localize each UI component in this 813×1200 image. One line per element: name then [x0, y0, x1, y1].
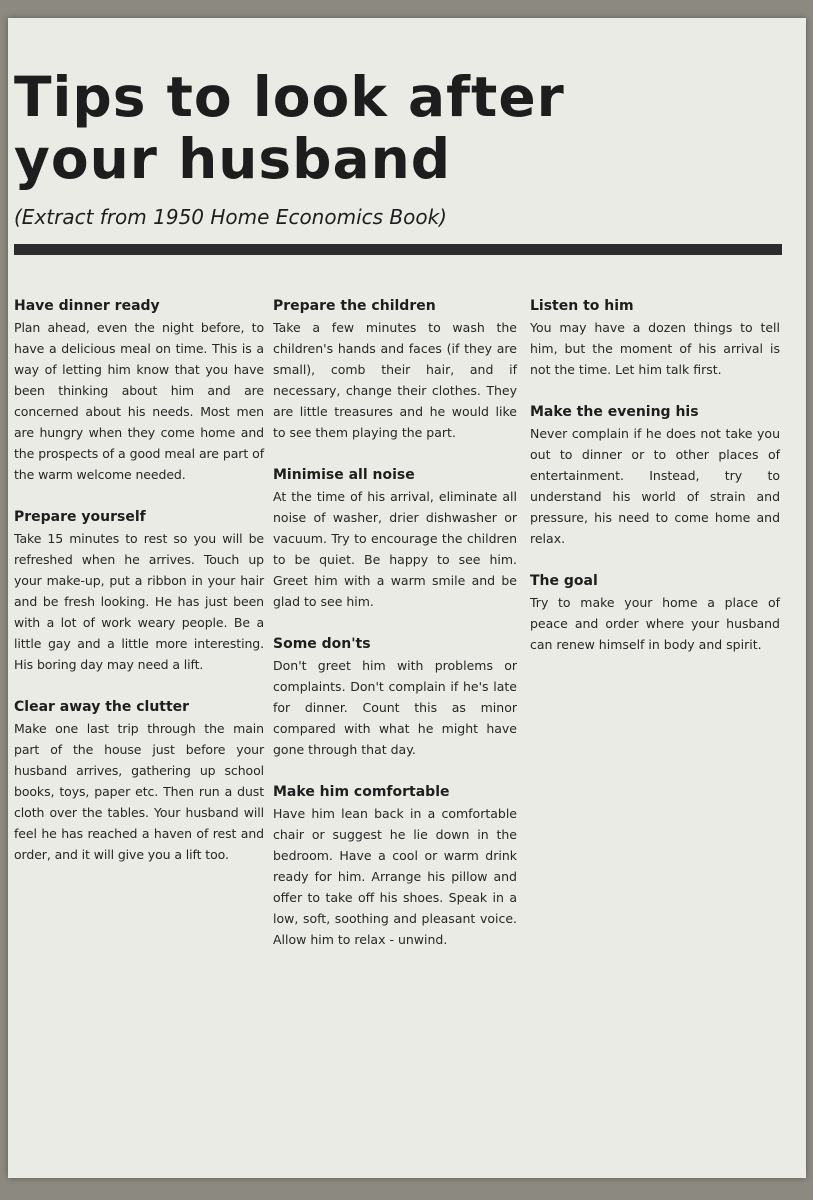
tip-heading: Minimise all noise — [273, 467, 415, 483]
tip-heading: Make the evening his — [530, 404, 699, 420]
column-2 — [273, 296, 517, 972]
tip-heading: Prepare the children — [273, 298, 436, 314]
tip-section — [530, 571, 780, 655]
tip-body: Never complain if he does not take you out to dinner or to other places of entertainment. Instead, try to understand his world of strain and pressure, his need to come home and relax. — [530, 426, 780, 546]
tip-heading: Clear away the clutter — [14, 699, 190, 715]
column-3 — [530, 296, 780, 677]
tip-section — [530, 296, 780, 380]
title-line-2: your husband — [14, 127, 452, 191]
tip-body: Take a few minutes to wash the children's hands and faces (if they are small), comb their hair, and if necessary, change their clothes. They are little treasures and he would like to see them playing the part. — [273, 320, 517, 440]
tip-section — [273, 465, 517, 612]
tip-heading: Prepare yourself — [14, 509, 146, 525]
tip-section — [14, 697, 264, 865]
tip-body: Have him lean back in a comfortable chair or suggest he lie down in the bedroom. Have a cool or warm drink ready for him. Arrange his pillow and offer to take off his shoes. Speak in a low, soft, soothing and pleasant voice. Allow him to relax - unwind. — [273, 806, 517, 947]
tip-section — [14, 507, 264, 675]
tip-heading: Have dinner ready — [14, 298, 160, 314]
tip-body: Take 15 minutes to rest so you will be refreshed when he arrives. Touch up your make-up, put a ribbon in your hair and be fresh looking. He has just been with a lot of work weary people. Be a little gay and a little more interesting. His boring day may need a lift. — [14, 531, 264, 672]
tip-section — [273, 782, 517, 950]
tip-heading: Some don'ts — [273, 636, 371, 652]
tip-body: At the time of his arrival, eliminate all noise of washer, drier dishwasher or vacuum. Try to encourage the children to be quiet. Be happy to see him. Greet him with a warm smile and be glad to see him. — [273, 489, 517, 609]
page-title — [14, 66, 794, 190]
tip-section — [273, 634, 517, 760]
tip-heading: Listen to him — [530, 298, 634, 314]
tip-section — [530, 402, 780, 549]
tip-body: Make one last trip through the main part of the house just before your husband arrives, gathering up school books, toys, paper etc. Then run a dust cloth over the tables. Your husband will feel he has reached a haven of rest and order, and it will give you a lift too. — [14, 721, 264, 862]
tip-body: Plan ahead, even the night before, to have a delicious meal on time. This is a way of letting him know that you have been thinking about him and are concerned about his needs. Most men are hungry when they come home and the prospects of a good meal are part of the warm welcome needed. — [14, 320, 264, 482]
tip-section — [273, 296, 517, 443]
tip-body: You may have a dozen things to tell him, but the moment of his arrival is not the time. Let him talk first. — [530, 320, 780, 377]
divider-bar — [14, 244, 782, 255]
tip-section — [14, 296, 264, 485]
title-line-1: Tips to look after — [14, 65, 565, 129]
paper-sheet — [8, 18, 806, 1178]
tip-body: Try to make your home a place of peace and order where your husband can renew himself in body and spirit. — [530, 595, 780, 652]
column-1 — [14, 296, 264, 887]
tip-heading: The goal — [530, 573, 598, 589]
tip-heading: Make him comfortable — [273, 784, 450, 800]
subtitle: (Extract from 1950 Home Economics Book) — [14, 205, 447, 229]
tip-body: Don't greet him with problems or complaints. Don't complain if he's late for dinner. Count this as minor compared with what he might have gone through that day. — [273, 658, 517, 757]
